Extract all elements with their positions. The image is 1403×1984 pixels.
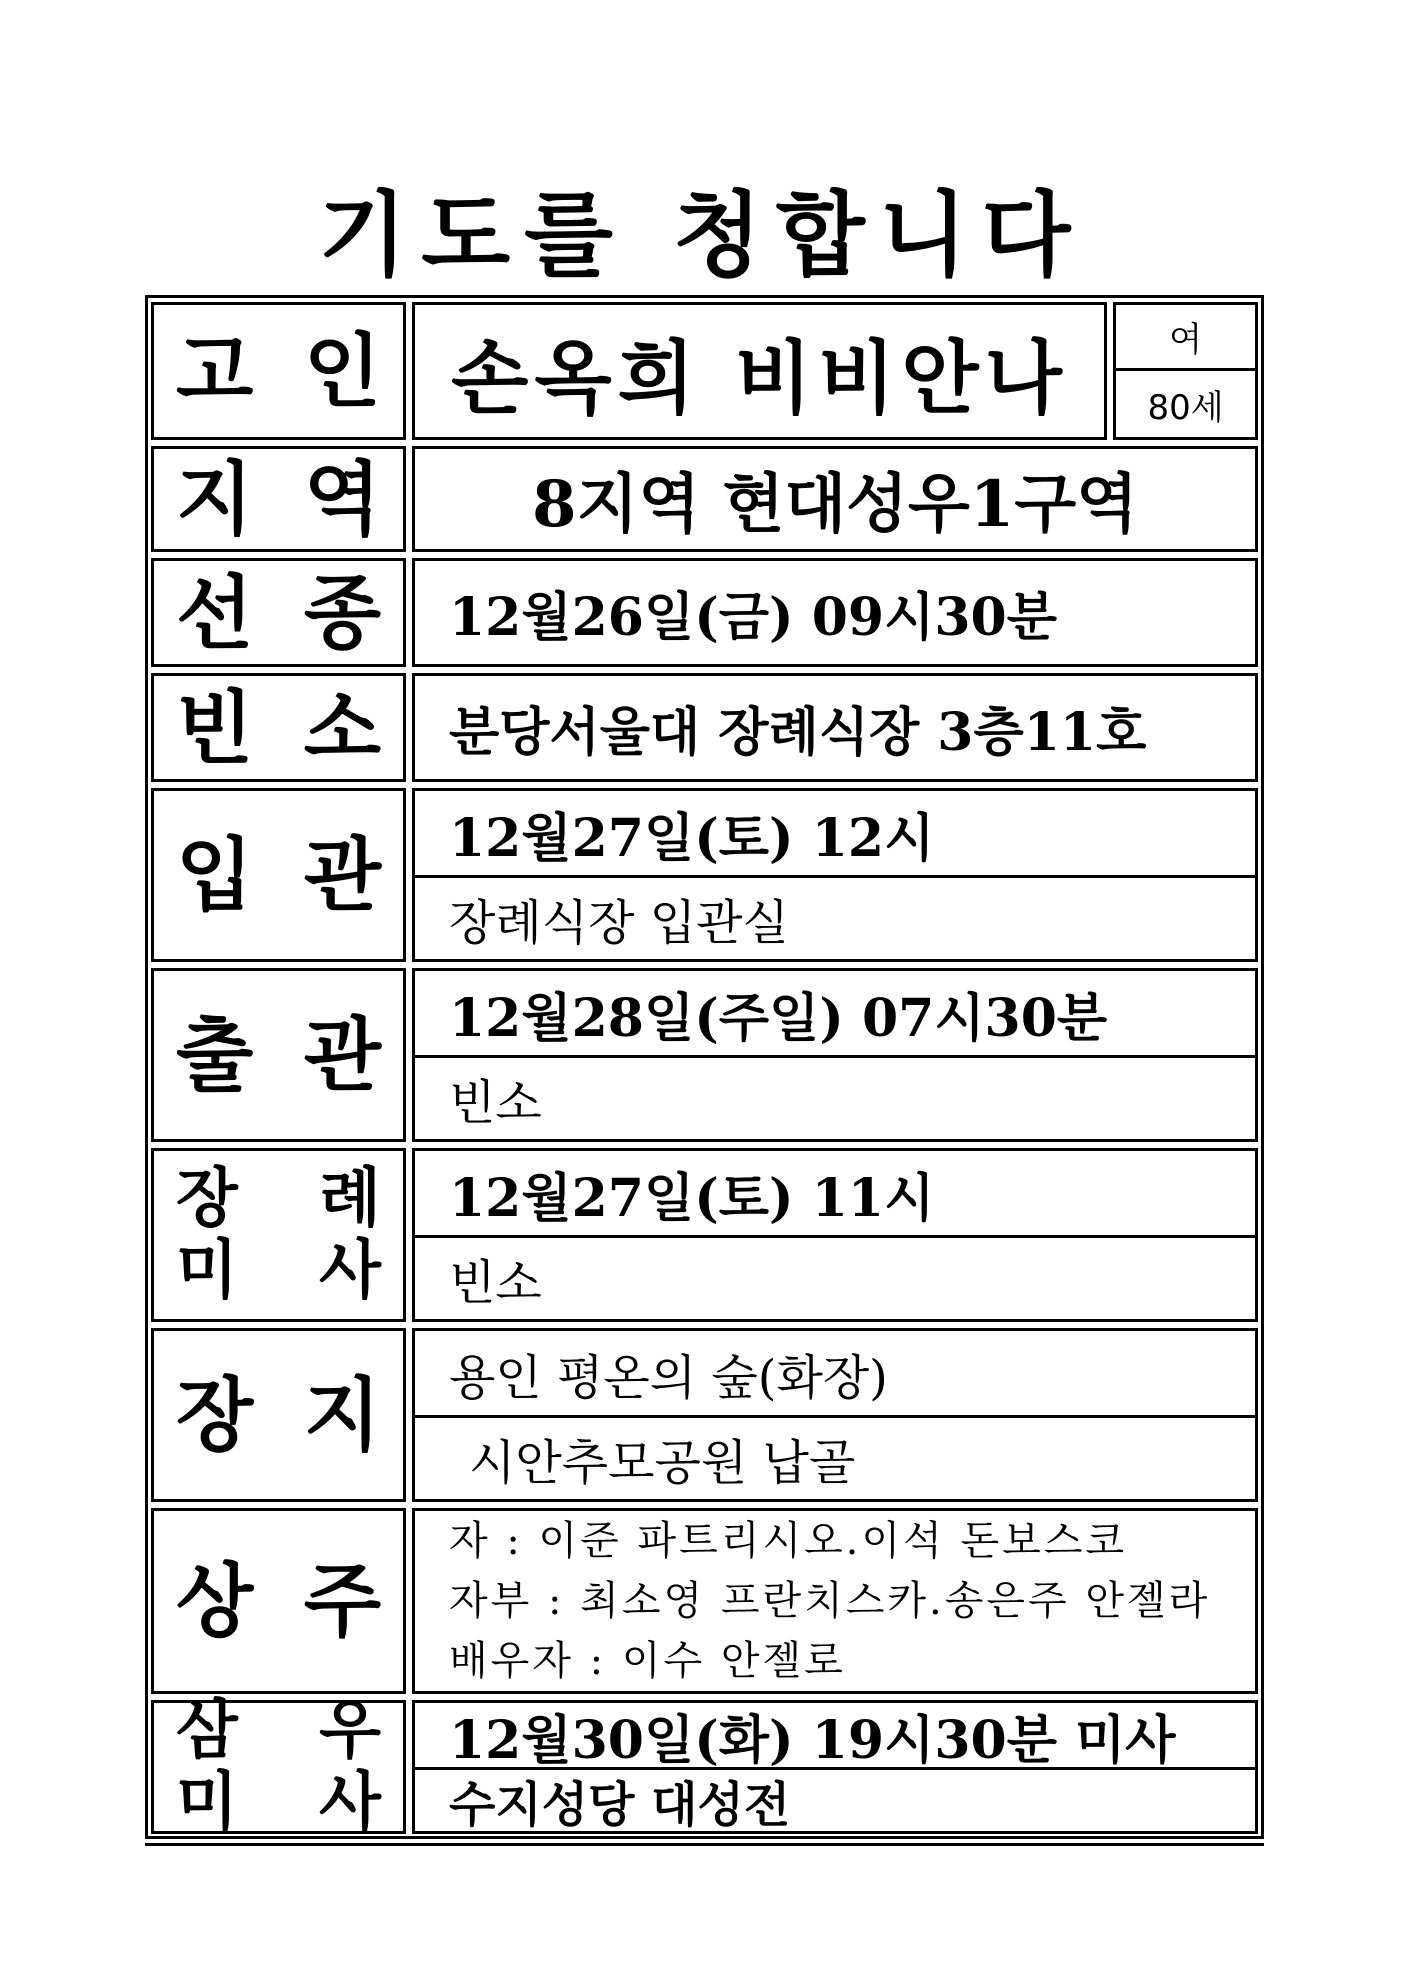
list-item: 자부 : 최소영 프란치스카.송은주 안젤라 bbox=[449, 1578, 1211, 1624]
funeral-mass-time: 12월27일(토) 11시 bbox=[412, 1148, 1258, 1238]
label-char: 입 bbox=[176, 828, 254, 922]
row-region bbox=[151, 446, 1258, 552]
funeral-mass-place: 빈소 bbox=[412, 1235, 1258, 1322]
burial-line2: 시안추모공원 납골 bbox=[412, 1415, 1258, 1502]
row-third-day-mass bbox=[151, 1693, 1258, 1840]
region-value: 8지역 현대성우1구역 bbox=[412, 446, 1258, 552]
burial-line1: 용인 평온의 숲(화장) bbox=[412, 1328, 1258, 1418]
label-funeral-mass bbox=[151, 1148, 406, 1322]
label-char: 역 bbox=[303, 452, 381, 546]
label-char: 례 bbox=[319, 1161, 381, 1236]
label-char: 사 bbox=[319, 1233, 381, 1308]
wake-value: 분당서울대 장례식장 3층11호 bbox=[412, 673, 1258, 782]
deceased-name: 손옥희 비비안나 bbox=[412, 302, 1107, 440]
departure-time: 12월28일(주일) 07시30분 bbox=[412, 968, 1258, 1058]
page-title: 기도를 청합니다 bbox=[318, 181, 1085, 289]
label-region bbox=[151, 446, 406, 552]
death-value: 12월26일(금) 09시30분 bbox=[412, 558, 1258, 667]
label-third-day-mass bbox=[151, 1693, 406, 1840]
label-char: 사 bbox=[319, 1765, 381, 1840]
label-char: 삼 bbox=[176, 1693, 238, 1768]
third-day-mass-time: 12월30일(화) 19시30분 미사 bbox=[412, 1700, 1258, 1770]
label-char: 인 bbox=[303, 324, 381, 418]
label-char: 상 bbox=[176, 1554, 254, 1648]
bottom-rule bbox=[145, 1843, 1264, 1846]
row-wake bbox=[151, 673, 1258, 782]
row-funeral-mass bbox=[151, 1148, 1258, 1322]
label-char: 종 bbox=[303, 565, 381, 660]
deceased-gender: 여 bbox=[1113, 302, 1258, 371]
deceased-age: 80세 bbox=[1113, 368, 1258, 440]
list-item: 배우자 : 이수 안젤로 bbox=[449, 1638, 846, 1684]
encoffinment-place: 장례식장 입관실 bbox=[412, 875, 1258, 962]
label-char: 빈 bbox=[176, 680, 254, 775]
label-char: 주 bbox=[303, 1554, 381, 1648]
label-char: 선 bbox=[176, 565, 254, 660]
label-char: 우 bbox=[319, 1693, 381, 1768]
label-char: 관 bbox=[303, 1008, 381, 1102]
label-char: 장 bbox=[176, 1368, 254, 1462]
obituary-table bbox=[145, 295, 1264, 1839]
label-death bbox=[151, 558, 406, 667]
chief-mourners-list bbox=[412, 1508, 1258, 1694]
encoffinment-time: 12월27일(토) 12시 bbox=[412, 788, 1258, 878]
label-char: 관 bbox=[303, 828, 381, 922]
label-deceased bbox=[151, 302, 406, 440]
label-char: 고 bbox=[176, 324, 254, 418]
label-encoffinment bbox=[151, 788, 406, 962]
row-encoffinment bbox=[151, 788, 1258, 962]
label-char: 미 bbox=[176, 1765, 238, 1840]
list-item: 자 : 이준 파트리시오.이석 돈보스코 bbox=[449, 1518, 1128, 1564]
label-wake bbox=[151, 673, 406, 782]
label-char: 지 bbox=[303, 1368, 381, 1462]
row-chief-mourners bbox=[151, 1508, 1258, 1694]
label-char: 지 bbox=[176, 452, 254, 546]
label-chief-mourners bbox=[151, 1508, 406, 1694]
label-departure bbox=[151, 968, 406, 1142]
label-burial bbox=[151, 1328, 406, 1502]
label-char: 출 bbox=[176, 1008, 254, 1102]
departure-place: 빈소 bbox=[412, 1055, 1258, 1142]
row-departure bbox=[151, 968, 1258, 1142]
row-burial bbox=[151, 1328, 1258, 1502]
label-char: 장 bbox=[176, 1161, 238, 1236]
label-char: 미 bbox=[176, 1233, 238, 1308]
row-death bbox=[151, 558, 1258, 667]
row-deceased bbox=[151, 302, 1258, 440]
third-day-mass-place: 수지성당 대성전 bbox=[412, 1767, 1258, 1834]
label-char: 소 bbox=[303, 680, 381, 775]
